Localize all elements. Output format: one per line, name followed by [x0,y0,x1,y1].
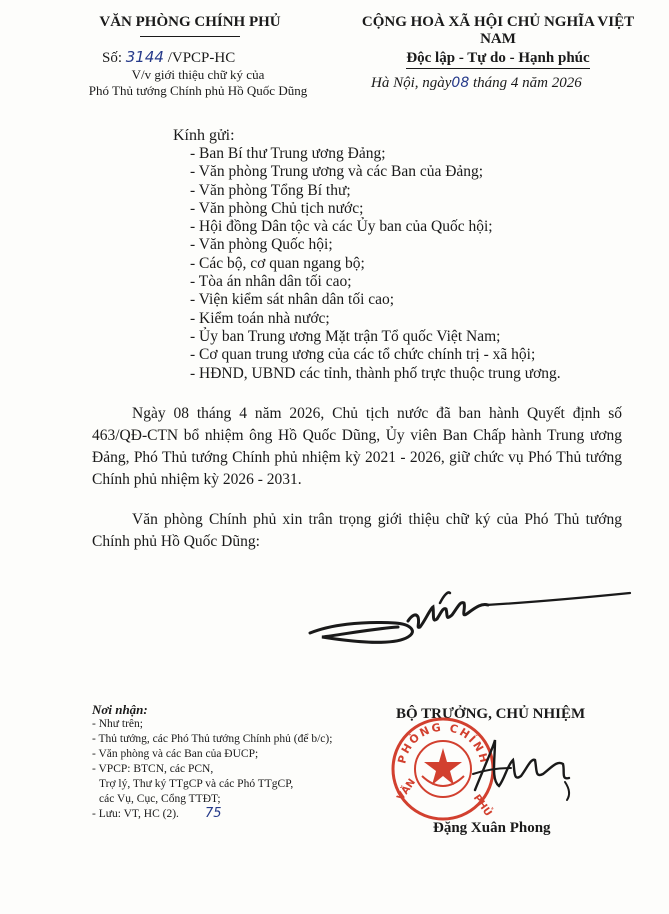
seal-wreath-icon [422,776,464,786]
number-handwritten: 3144 [125,48,164,66]
receiver-item: - VPCP: BTCN, các PCN, [92,763,214,775]
nation-title: CỘNG HOÀ XÃ HỘI CHỦ NGHĨA VIỆT NAM [361,14,635,47]
agency-name: VĂN PHÒNG CHÍNH PHỦ [99,14,281,30]
handwritten-note: 75 [205,806,222,821]
signer-title: BỘ TRƯỞNG, CHỦ NHIỆM [396,706,586,722]
national-header [343,14,653,69]
receiver-item: Trợ lý, Thư ký TTgCP và các Phó TTgCP, [99,778,294,790]
recipient-item: - Văn phòng Tổng Bí thư; [190,181,351,199]
agency-underline [140,36,240,37]
recipient-item: - HĐND, UBND các tỉnh, thành phố trực thuộc trung ương. [190,364,561,382]
receiver-item: các Vụ, Cục, Cổng TTĐT; [99,793,221,805]
subject-line-1: V/v giới thiệu chữ ký của [131,67,265,82]
date-line [371,75,582,92]
number-suffix: /VPCP-HC [167,50,236,66]
seal-text-left: VĂN [395,777,418,803]
body-paragraph-2: Văn phòng Chính phủ xin trân trọng giới thiệu chữ ký của Phó Thủ tướng Chính phủ Hồ Quốc Dũng: [92,511,622,550]
recipient-item: - Các bộ, cơ quan ngang bộ; [190,254,365,272]
seal-star-icon [424,748,462,785]
recipient-item: - Ban Bí thư Trung ương Đảng; [190,145,386,162]
seal-text-right: PHỦ [470,792,494,819]
recipient-item: - Văn phòng Quốc hội; [190,236,333,254]
national-motto: Độc lập - Tự do - Hạnh phúc [406,50,589,69]
issuing-agency [60,14,320,31]
date-day: 08 [451,75,470,91]
recipient-item: - Ủy ban Trung ương Mặt trận Tổ quốc Việt Nam; [190,327,501,345]
minister-signature [465,730,585,810]
date-rest: tháng 4 năm 2026 [469,75,582,91]
recipient-item: - Hội đồng Dân tộc và các Ủy ban của Quốc hội; [190,218,493,236]
recipient-item: - Văn phòng Chủ tịch nước; [190,199,364,217]
receiver-item: - Lưu: VT, HC (2). [92,808,179,820]
subject-line-2: Phó Thủ tướng Chính phủ Hồ Quốc Dũng [88,83,308,98]
receiver-item: - Văn phòng và các Ban của ĐUCP; [92,748,259,760]
recipient-item: - Tòa án nhân dân tối cao; [190,273,352,291]
recipient-item: - Cơ quan trung ương của các tổ chức chính trị - xã hội; [190,346,536,364]
number-label: Số: [102,50,123,66]
receivers-title: Nơi nhận: [92,702,148,717]
receiver-item: - Thủ tướng, các Phó Thủ tướng Chính phủ (để b/c); [92,733,333,745]
receiver-item: - Như trên; [92,718,143,730]
recipient-item: - Kiểm toán nhà nước; [190,309,330,327]
recipients-heading: Kính gửi: [173,127,235,144]
document-number [102,48,235,67]
recipients-list [190,145,561,383]
specimen-signature [300,585,640,665]
document-subject [48,67,348,99]
signer-name: Đặng Xuân Phong [433,820,551,836]
recipient-item: - Văn phòng Trung ương và các Ban của Đảng; [190,163,484,181]
seal-text-top: PHÒNG CHÍNH [395,720,491,766]
recipient-item: - Viện kiểm sát nhân dân tối cao; [190,291,395,309]
body-paragraph-1: Ngày 08 tháng 4 năm 2026, Chủ tịch nước đã ban hành Quyết định số 463/QĐ-CTN bổ nhiệm ông Hồ Quốc Dũng, Ủy viên Ban Chấp hành Trung ương Đảng, Phó Thủ tướng Chính phủ nhiệm kỳ 2021 - 2026, giữ chức vụ Phó Thủ tướng Chính phủ nhiệm kỳ 2026 - 2031. [92,405,622,488]
date-prefix: Hà Nội, ngày [371,75,452,91]
